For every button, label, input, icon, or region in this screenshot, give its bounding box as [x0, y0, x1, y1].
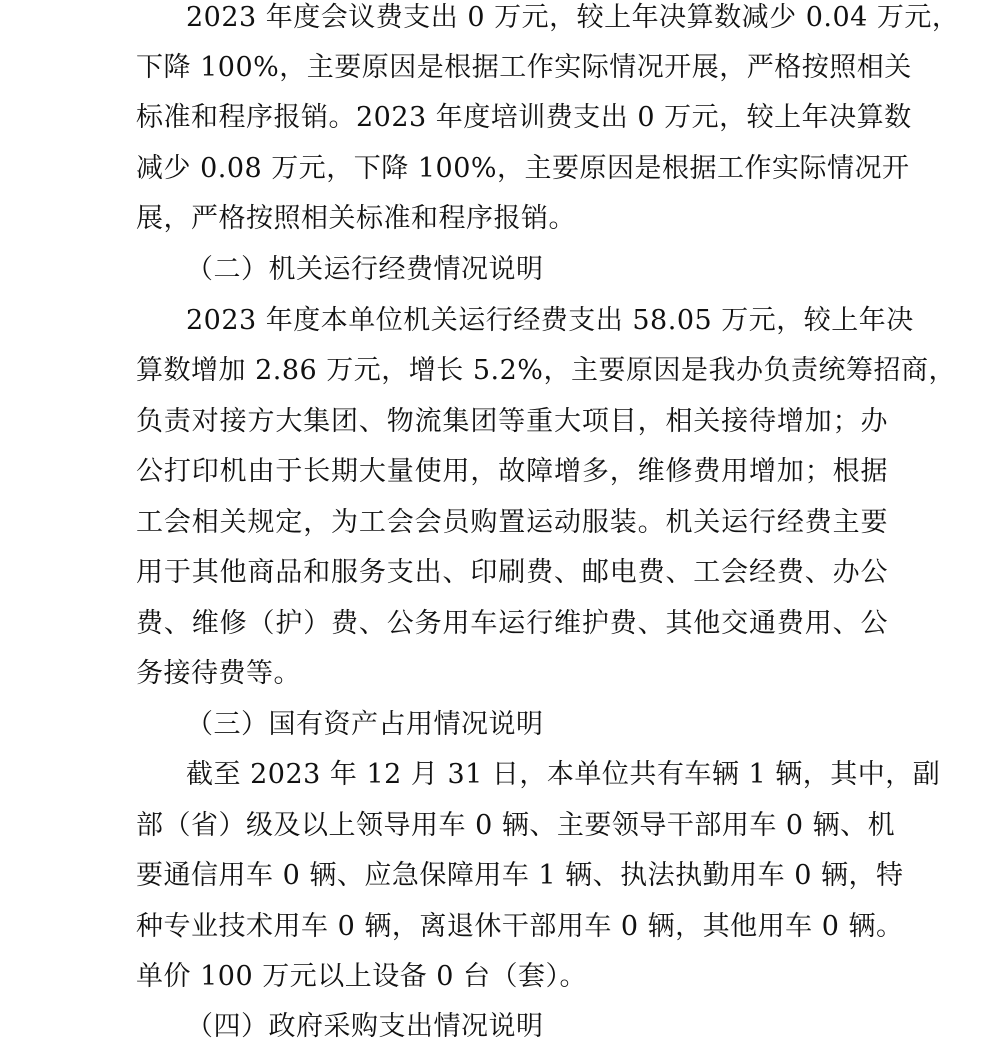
section-heading: （四）政府采购支出情况说明	[186, 1011, 544, 1042]
paragraph-line: 要通信用车 0 辆、应急保障用车 1 辆、执法执勤用车 0 辆，特	[136, 860, 904, 891]
section-heading: （二）机关运行经费情况说明	[186, 254, 544, 285]
paragraph-line: 费、维修（护）费、公务用车运行维护费、其他交通费用、公	[136, 608, 888, 639]
paragraph-line: 算数增加 2.86 万元，增长 5.2%，主要原因是我办负责统筹招商，	[136, 355, 956, 386]
paragraph-line: 2023 年度本单位机关运行经费支出 58.05 万元，较上年决	[186, 305, 914, 336]
paragraph-line: 种专业技术用车 0 辆，离退休干部用车 0 辆，其他用车 0 辆。	[136, 911, 904, 942]
paragraph-line: 展，严格按照相关标准和程序报销。	[136, 203, 576, 234]
paragraph-line: 务接待费等。	[136, 658, 301, 689]
paragraph-line: 2023 年度会议费支出 0 万元，较上年决算数减少 0.04 万元，	[186, 2, 960, 33]
paragraph-line: 用于其他商品和服务支出、印刷费、邮电费、工会经费、办公	[136, 557, 888, 588]
paragraph-line: 单价 100 万元以上设备 0 台（套）。	[136, 961, 588, 992]
paragraph-line: 截至 2023 年 12 月 31 日，本单位共有车辆 1 辆，其中，副	[186, 759, 941, 790]
section-heading: （三）国有资产占用情况说明	[186, 709, 544, 740]
paragraph-line: 下降 100%，主要原因是根据工作实际情况开展，严格按照相关	[136, 52, 912, 83]
paragraph-line: 部（省）级及以上领导用车 0 辆、主要领导干部用车 0 辆、机	[136, 810, 896, 841]
paragraph-line: 负责对接方大集团、物流集团等重大项目，相关接待增加；办	[136, 406, 888, 437]
paragraph-line: 工会相关规定，为工会会员购置运动服装。机关运行经费主要	[136, 507, 888, 538]
paragraph-line: 标准和程序报销。2023 年度培训费支出 0 万元，较上年决算数	[136, 102, 912, 133]
paragraph-line: 公打印机由于长期大量使用，故障增多，维修费用增加；根据	[136, 456, 888, 487]
paragraph-line: 减少 0.08 万元，下降 100%，主要原因是根据工作实际情况开	[136, 153, 910, 184]
